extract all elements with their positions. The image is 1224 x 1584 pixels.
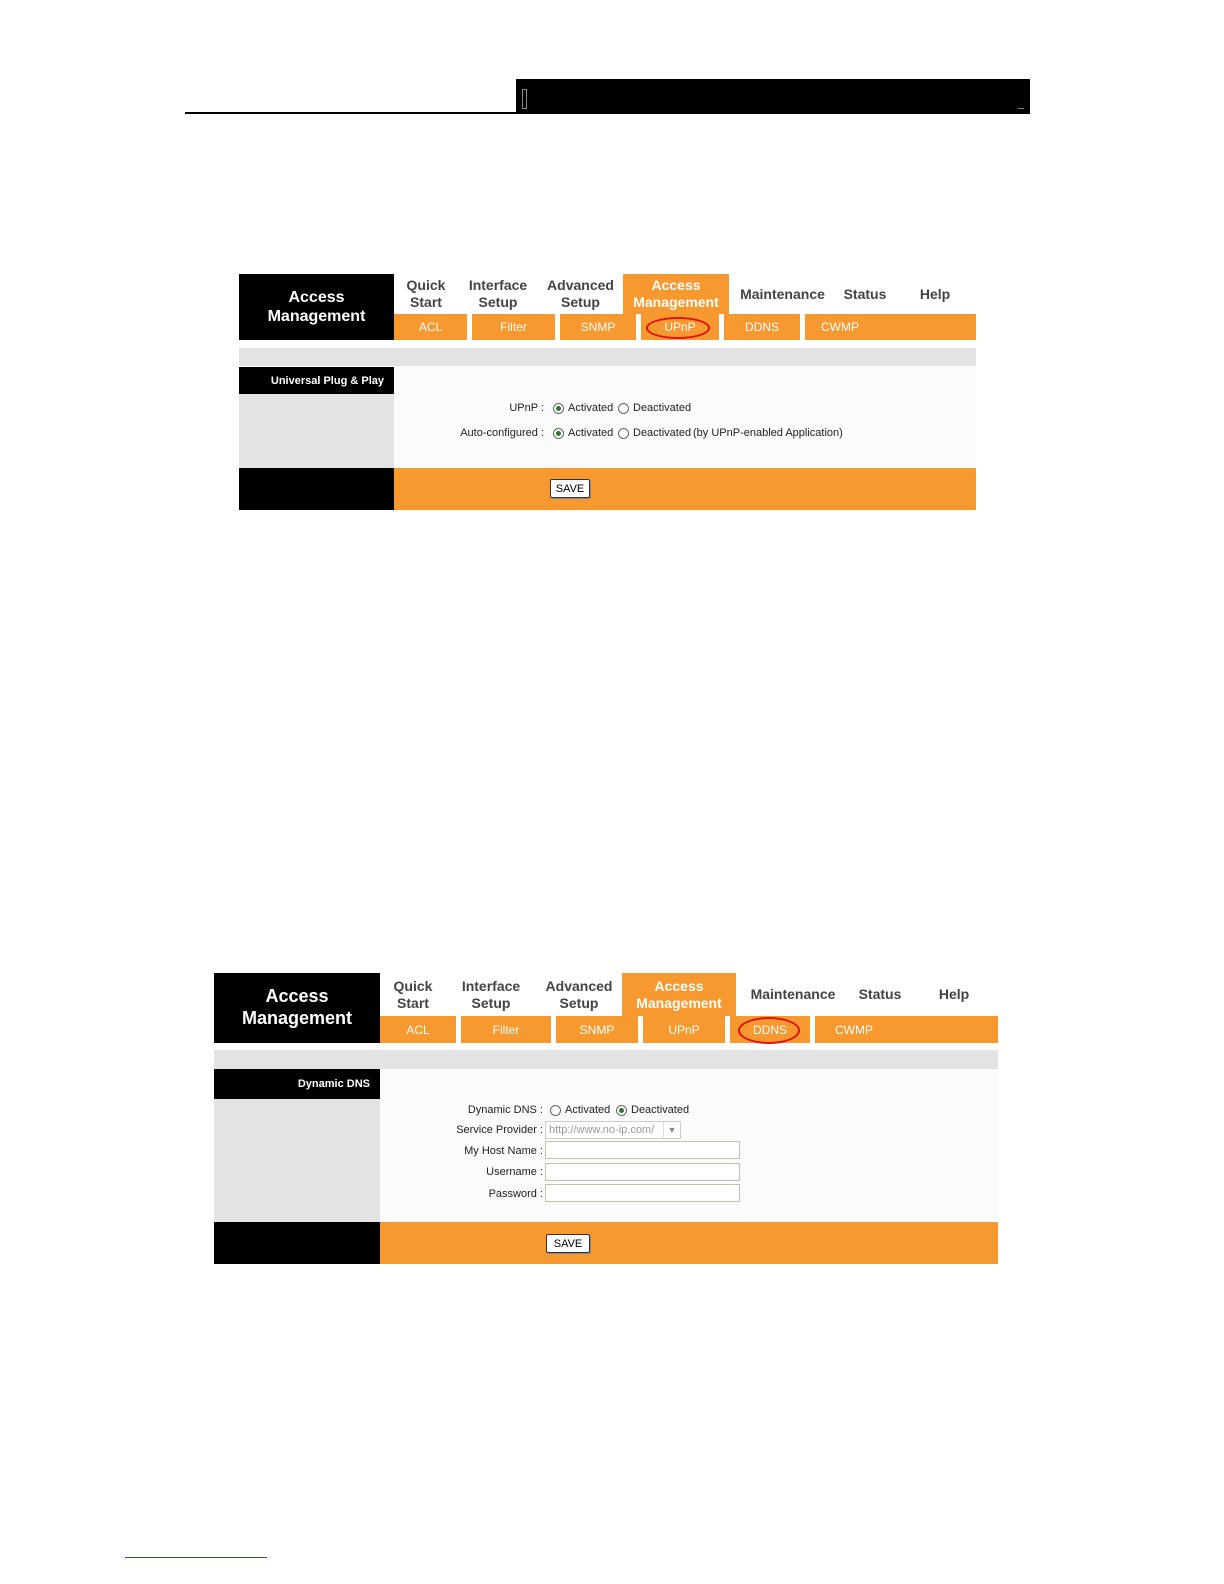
subtab-label: ACL <box>418 320 443 334</box>
hostname-label: My Host Name : <box>464 1145 543 1157</box>
tab-interface-setup[interactable] <box>458 274 538 314</box>
tab-label: Help <box>919 285 951 302</box>
upnp-label: UPnP : <box>509 402 544 414</box>
section-title <box>239 367 394 394</box>
upnp-activated-option[interactable] <box>553 402 613 414</box>
radio-icon[interactable] <box>618 428 629 439</box>
tab-label: Quick Start <box>406 277 446 310</box>
ddns-activated-option[interactable] <box>550 1104 610 1116</box>
radio-icon[interactable] <box>553 428 564 439</box>
tab-help[interactable] <box>910 973 998 1016</box>
header-mark-left <box>522 89 527 109</box>
username-field[interactable] <box>545 1163 740 1181</box>
tab-label: Advanced Setup <box>545 977 613 1011</box>
tab-label: Quick Start <box>393 977 433 1011</box>
subtab-ddns[interactable] <box>724 314 800 340</box>
chevron-down-icon: ▼ <box>663 1122 680 1138</box>
section-sidebar <box>214 1099 380 1222</box>
autoconf-activated-option[interactable] <box>553 427 613 439</box>
tab-label: Interface Setup <box>468 277 528 310</box>
section-title-text: Dynamic DNS <box>297 1078 370 1090</box>
provider-select-value: http://www.no-ip.com/ <box>549 1124 655 1136</box>
divider-bar <box>239 348 976 366</box>
tab-quick-start[interactable] <box>394 274 458 314</box>
page-header-bar <box>516 79 1030 113</box>
tab-status[interactable] <box>836 274 894 314</box>
option-label: Activated <box>565 1104 611 1116</box>
brand-title <box>214 973 380 1043</box>
brand-title <box>239 274 394 340</box>
subtab-snmp[interactable] <box>556 1016 638 1043</box>
subtab-cwmp[interactable] <box>805 314 875 340</box>
subtab-label: CWMP <box>835 1022 873 1037</box>
option-label: Deactivated <box>633 427 692 439</box>
highlight-circle <box>646 317 710 339</box>
footer-left <box>214 1222 380 1264</box>
radio-icon[interactable] <box>553 403 564 414</box>
ddns-deactivated-option[interactable] <box>616 1104 689 1116</box>
subtab-snmp[interactable] <box>560 314 636 340</box>
autoconf-note: (by UPnP-enabled Application) <box>693 427 843 439</box>
tab-label: Interface Setup <box>461 977 521 1011</box>
footer-bar <box>380 1222 998 1264</box>
tab-advanced-setup[interactable] <box>536 973 622 1016</box>
option-label: Deactivated <box>633 402 692 414</box>
radio-icon[interactable] <box>618 403 629 414</box>
subtab-label: DDNS <box>752 1022 787 1037</box>
tab-label: Access Management <box>636 977 722 1011</box>
hostname-field[interactable] <box>545 1141 740 1159</box>
password-field[interactable] <box>545 1184 740 1202</box>
subtab-bar <box>380 1016 998 1043</box>
subtab-label: Filter <box>492 1022 520 1037</box>
footer-left <box>239 468 394 510</box>
subtab-acl[interactable] <box>394 314 467 340</box>
tab-maintenance[interactable] <box>736 973 850 1016</box>
highlight-circle <box>738 1017 800 1044</box>
ddns-label: Dynamic DNS : <box>467 1104 543 1116</box>
tab-help[interactable] <box>894 274 976 314</box>
subtab-label: CWMP <box>821 320 859 334</box>
upnp-deactivated-option[interactable] <box>618 402 691 414</box>
tab-label: Maintenance <box>740 285 825 302</box>
subtab-label: SNMP <box>580 320 616 334</box>
tab-interface-setup[interactable] <box>446 973 536 1016</box>
tab-maintenance[interactable] <box>729 274 836 314</box>
radio-icon[interactable] <box>616 1105 627 1116</box>
option-label: Activated <box>568 402 614 414</box>
provider-label: Service Provider : <box>456 1124 543 1136</box>
option-label: Activated <box>568 427 614 439</box>
section-content <box>394 367 976 468</box>
subtab-label: UPnP <box>668 1022 700 1037</box>
tab-label: Status <box>858 986 902 1003</box>
username-label: Username : <box>486 1166 543 1178</box>
section-sidebar <box>239 394 394 468</box>
tab-label: Help <box>938 986 970 1003</box>
autoconf-label: Auto-configured : <box>460 427 544 439</box>
tab-label: Maintenance <box>750 986 836 1003</box>
provider-select[interactable] <box>545 1121 681 1139</box>
subtab-filter[interactable] <box>472 314 555 340</box>
footer-link-underline <box>125 1557 267 1558</box>
tab-status[interactable] <box>850 973 910 1016</box>
header-mark-right <box>1018 108 1024 109</box>
tab-access-management[interactable] <box>622 973 736 1016</box>
ddns-screenshot <box>214 973 998 1264</box>
upnp-screenshot <box>239 274 976 510</box>
autoconf-deactivated-option[interactable] <box>618 427 691 439</box>
save-button[interactable]: SAVE <box>550 479 590 498</box>
tab-label: Advanced Setup <box>547 277 614 310</box>
section-title-text: Universal Plug & Play <box>270 374 384 387</box>
option-label: Deactivated <box>631 1104 690 1116</box>
subtab-label: SNMP <box>579 1022 615 1037</box>
divider-bar <box>214 1050 998 1069</box>
radio-icon[interactable] <box>550 1105 561 1116</box>
subtab-upnp[interactable] <box>643 1016 725 1043</box>
section-title <box>214 1069 380 1099</box>
section-content <box>380 1069 998 1222</box>
subtab-filter[interactable] <box>461 1016 551 1043</box>
brand-title-text: Access Management <box>241 986 353 1028</box>
subtab-cwmp[interactable] <box>815 1016 893 1043</box>
save-button[interactable]: SAVE <box>546 1234 590 1253</box>
subtab-label: DDNS <box>744 320 779 334</box>
tab-label: Access Management <box>633 277 719 310</box>
subtab-label: UPnP <box>664 320 696 334</box>
tab-access-management[interactable] <box>623 274 729 314</box>
brand-title-text: Access Management <box>267 288 366 325</box>
tab-advanced-setup[interactable] <box>538 274 623 314</box>
subtab-acl[interactable] <box>380 1016 456 1043</box>
tab-label: Status <box>843 285 887 302</box>
footer-bar <box>394 468 976 510</box>
subtab-label: ACL <box>406 1022 430 1037</box>
subtab-label: Filter <box>500 320 527 334</box>
tab-quick-start[interactable] <box>380 973 446 1016</box>
password-label: Password : <box>488 1188 543 1200</box>
